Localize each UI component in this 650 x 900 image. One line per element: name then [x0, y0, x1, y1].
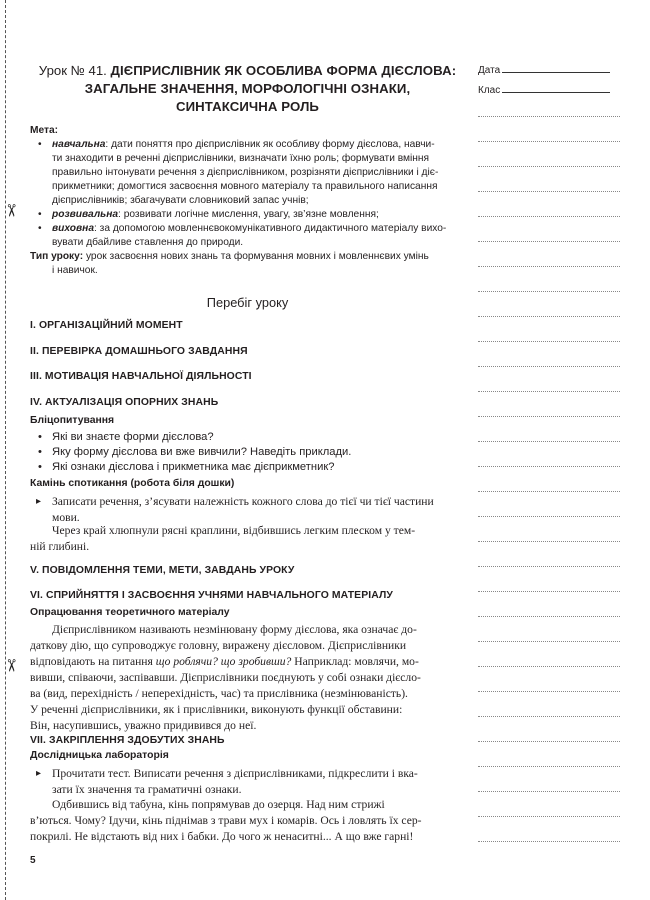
class-label: Клас	[478, 85, 501, 96]
subsection-heading: Дослідницька лабораторія	[30, 750, 169, 761]
course-heading: Перебіг уроку	[206, 295, 289, 310]
title-line-2: ЗАГАЛЬНЕ ЗНАЧЕННЯ, МОРФОЛОГІЧНІ ОЗНАКИ,	[84, 81, 411, 96]
stone-task: ▸ Записати речення, з’ясувати належність кожного слова до тієї чи тієї частини мови.	[30, 494, 465, 526]
date-field[interactable]	[478, 64, 620, 76]
lab-task: ▸ Прочитати тест. Виписати речення з дієприслівниками, підкреслити і вка- зати їх значення та граматичні ознаки.	[30, 766, 465, 798]
lesson-type: Тип уроку: урок засвоєння нових знань та формування мовних і мовленнєвих умінь і навичок.	[30, 251, 429, 276]
page-number: 5	[30, 855, 36, 866]
section-heading: IV. АКТУАЛІЗАЦІЯ ОПОРНИХ ЗНАНЬ	[30, 397, 219, 408]
section-heading: III. МОТИВАЦІЯ НАВЧАЛЬНОЇ ДІЯЛЬНОСТІ	[30, 371, 252, 382]
section-heading: II. ПЕРЕВІРКА ДОМАШНЬОГО ЗАВДАННЯ	[30, 346, 248, 357]
scissors-icon: ✂	[0, 658, 21, 673]
lab-example: Одбившись від табуна, кінь попрямував до озерця. Над ним стрижі в’ються. Чому? Ідучи, кінь піднімав з трави мух і комарів. Ось і ловлять їх сер- покрилі. Не відстають від них і бабки. До чого ж ненаситні... А що вже гарні!	[30, 798, 422, 843]
theory-text: Дієприслівником називають незмінювану форму дієслова, яка означає до- даткову дію, що супроводжує головну, виражену дієсловом. Дієприслівники відповідають на питання що роблячи? що зробивши? Наприклад: мовлячи, мо- вивши, співаючи, заспівавши. Дієприслівники поєднують у собі ознаки дієсло- ва (вид, перехідність / неперехідність, час) та прислівника (незмінюваність). У реченні дієприслівники, як і прислівники, виконують функції обставини: Він, насупившись, уважно придивився до неї.	[30, 623, 421, 732]
stone-example-cont: ній глибині.	[30, 540, 90, 553]
cut-line	[0, 0, 21, 900]
stone-example: Через край хлюпнули рясні краплини, відбившись легким плеском у тем-	[52, 524, 416, 537]
goal-item: • виховна: за допомогою мовленнєвокомунікативного дидактичного матеріалу вихо- вувати дбайливе ставлення до природи.	[30, 222, 465, 250]
scissors-icon: ✂	[0, 203, 21, 218]
list-item: • Які ви знаєте форми дієслова?	[30, 430, 465, 445]
lesson-number: Урок № 41.	[38, 63, 107, 78]
subsection-heading: Бліцопитування	[30, 415, 115, 426]
goal-item: • навчальна: дати поняття про дієприслівник як особливу форму дієслова, навчи- ти знаходити в реченні дієприслівники, визначати їхню роль; формувати вміння правильно інтонувати речення з дієприслівником, розрізняти дієприслівники і діє- прикметники; домогтися засвоєння мовного матеріалу та правильного написання дієприслівників; збагачувати словниковий запас учнів;	[30, 138, 465, 208]
lesson-title	[30, 62, 465, 116]
goals-heading: Мета:	[30, 125, 59, 136]
section-heading: I. ОРГАНІЗАЦІЙНИЙ МОМЕНТ	[30, 320, 183, 331]
subsection-heading: Камінь спотикання (робота біля дошки)	[30, 478, 235, 489]
section-heading: VII. ЗАКРІПЛЕННЯ ЗДОБУТИХ ЗНАНЬ	[30, 735, 225, 746]
class-field[interactable]	[478, 84, 620, 96]
blitz-questions	[30, 430, 465, 475]
list-item: • Яку форму дієслова ви вже вивчили? Наведіть приклади.	[30, 445, 465, 460]
section-heading: V. ПОВІДОМЛЕННЯ ТЕМИ, МЕТИ, ЗАВДАНЬ УРОКУ	[30, 565, 295, 576]
goals-block	[30, 124, 465, 278]
title-line-3: СИНТАКСИЧНА РОЛЬ	[175, 99, 319, 114]
section-heading: VI. СПРИЙНЯТТЯ І ЗАСВОЄННЯ УЧНЯМИ НАВЧАЛЬНОГО МАТЕРІАЛУ	[30, 590, 393, 601]
list-item: • Які ознаки дієслова і прикметника має дієприкметник?	[30, 460, 465, 475]
title-line-1: ДІЄПРИСЛІВНИК ЯК ОСОБЛИВА ФОРМА ДІЄСЛОВА:	[110, 63, 457, 78]
goal-item: • розвивальна: розвивати логічне мислення, увагу, зв’язне мовлення;	[30, 208, 465, 222]
subsection-heading: Опрацювання теоретичного матеріалу	[30, 607, 230, 618]
date-label: Дата	[478, 65, 501, 76]
